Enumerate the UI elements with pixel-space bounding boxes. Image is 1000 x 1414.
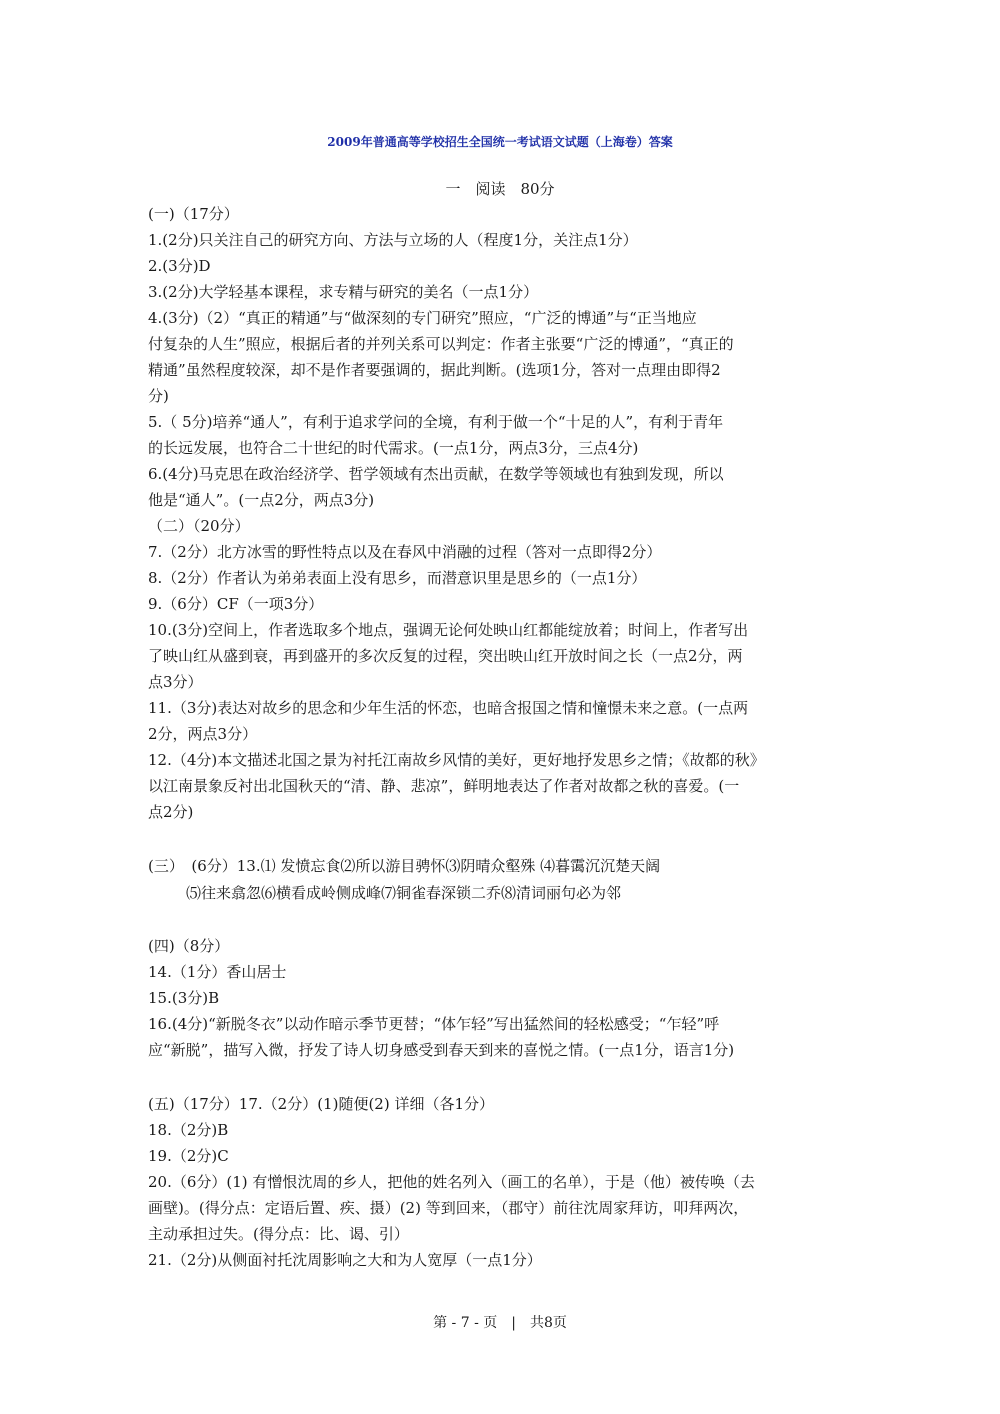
answer-line: 11.（3分)表达对故乡的思念和少年生活的怀恋，也暗含报国之情和憧憬未来之意。(一点两 xyxy=(148,699,749,717)
answer-line: 付复杂的人生”照应，根据后者的并列关系可以判定：作者主张要“广泛的博通”，“真正的 xyxy=(148,335,734,353)
section-three-line: (三） (6分）13.⑴ 发愤忘食⑵所以游目骋怀⑶阴晴众壑殊 ⑷暮霭沉沉楚天阔 xyxy=(148,857,661,875)
answer-line: 18.（2分)B xyxy=(148,1121,229,1139)
answer-line: 应“新脱”，描写入微，抒发了诗人切身感受到春天到来的喜悦之情。(一点1分，语言1分) xyxy=(148,1041,735,1059)
section-two-heading: （二）（20分） xyxy=(148,517,250,535)
answer-line: 他是“通人”。(一点2分，两点3分) xyxy=(148,491,375,509)
answer-line: 19.（2分)C xyxy=(148,1147,229,1165)
answer-line: 了映山红从盛到衰，再到盛开的多次反复的过程，突出映山红开放时间之长（一点2分，两 xyxy=(148,647,743,665)
section-one-heading: (一)（17分） xyxy=(148,205,239,223)
answer-line: 10.(3分)空间上，作者选取多个地点，强调无论何处映山红都能绽放着；时间上，作者写出 xyxy=(148,621,749,639)
answer-line: 分) xyxy=(148,387,169,405)
answer-line: 的长远发展，也符合二十世纪的时代需求。(一点1分，两点3分，三点4分) xyxy=(148,439,639,457)
answer-line: 4.(3分)（2）“真正的精通”与“做深刻的专门研究”照应，“广泛的博通”与“正当地应 xyxy=(148,309,697,327)
answer-line: 点2分) xyxy=(148,803,194,821)
answer-line: 主动承担过失。(得分点：比、谒、引） xyxy=(148,1225,409,1243)
answer-line: 6.(4分)马克思在政治经济学、哲学领域有杰出贡献，在数学等领域也有独到发现，所以 xyxy=(148,465,724,483)
answer-line: 5.（ 5分)培养“通人”，有利于追求学问的全境，有利于做一个“十足的人”，有利于青年 xyxy=(148,413,724,431)
answer-line: 14.（1分）香山居士 xyxy=(148,963,287,981)
answer-line: 7.（2分）北方冰雪的野性特点以及在春风中消融的过程（答对一点即得2分） xyxy=(148,543,662,561)
answer-line: 16.(4分)“新脱冬衣”以动作暗示季节更替；“体乍轻”写出猛然间的轻松感受；“乍轻”呼 xyxy=(148,1015,720,1033)
answer-line: 12.（4分)本文描述北国之景为衬托江南故乡风情的美好，更好地抒发思乡之情；《故都的秋》 xyxy=(148,751,765,769)
section-four-heading: (四)（8分） xyxy=(148,937,230,955)
answer-line: 以江南景象反衬出北国秋天的“清、静、悲凉”，鲜明地表达了作者对故都之秋的喜爱。(一 xyxy=(148,777,740,795)
document-title: 2009年普通高等学校招生全国统一考试语文试题（上海卷）答案 xyxy=(327,135,673,149)
answer-line: 2分，两点3分） xyxy=(148,725,258,743)
answer-line: 3.(2分)大学轻基本课程，求专精与研究的美名（一点1分） xyxy=(148,283,539,301)
section-heading: 一 阅读 80分 xyxy=(445,180,555,198)
answer-line: 1.(2分)只关注自己的研究方向、方法与立场的人（程度1分，关注点1分） xyxy=(148,231,638,249)
answer-line: 15.(3分)B xyxy=(148,989,220,1007)
answer-line: 8.（2分）作者认为弟弟表面上没有思乡，而潜意识里是思乡的（一点1分） xyxy=(148,569,647,587)
answer-line: 点3分） xyxy=(148,673,203,691)
answer-line: 画壁)。(得分点：定语后置、疾、摄）(2) 等到回来，（郡守）前往沈周家拜访，叩拜两次， xyxy=(148,1199,749,1217)
answer-line: 9.（6分）CF（一项3分） xyxy=(148,595,324,613)
section-three-line: ⑸往来翕忽⑹横看成岭侧成峰⑺铜雀春深锁二乔⑻清词丽句必为邻 xyxy=(186,884,622,902)
answer-line: 21.（2分)从侧面衬托沈周影响之大和为人宽厚（一点1分） xyxy=(148,1251,542,1269)
page-number: 第 - 7 - 页 | 共8页 xyxy=(433,1315,567,1331)
answer-line: 精通”虽然程度较深，却不是作者要强调的，据此判断。(选项1分，答对一点理由即得2 xyxy=(148,361,721,379)
answer-line: 2.(3分)D xyxy=(148,257,211,275)
answer-line: 20.（6分）(1) 有憎恨沈周的乡人，把他的姓名列入（画工的名单），于是（他）被传唤（去 xyxy=(148,1173,755,1191)
section-five-line: (五)（17分）17.（2分）(1)随便(2) 详细（各1分） xyxy=(148,1095,494,1113)
